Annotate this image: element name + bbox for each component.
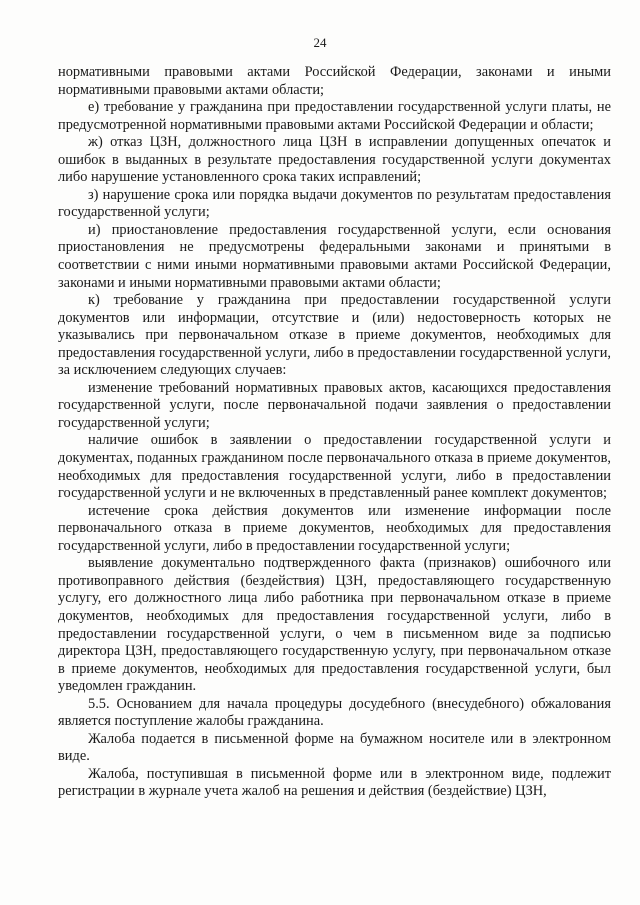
- paragraph-complaint-form: Жалоба подается в письменной форме на бумажном носителе или в электронном виде.: [58, 730, 611, 765]
- paragraph-item-i: и) приостановление предоставления государственной услуги, если основания приостановления не предусмотрены федеральными законами и принятыми в соответствии с ними иными нормативными правовыми актами Российской Федерации, законами и иными нормативными правовыми актами области;: [58, 221, 611, 291]
- paragraph-section-5-5: 5.5. Основанием для начала процедуры досудебного (внесудебного) обжалования является поступление жалобы гражданина.: [58, 695, 611, 730]
- paragraph-item-z: з) нарушение срока или порядка выдачи документов по результатам предоставления государственной услуги;: [58, 186, 611, 221]
- document-body: [58, 64, 611, 801]
- paragraph-complaint-registration: Жалоба, поступившая в письменной форме или в электронном виде, подлежит регистрации в журнале учета жалоб на решения и действия (бездействие) ЦЗН,: [58, 765, 611, 800]
- page-number: 24: [313, 35, 327, 50]
- paragraph-exception-4: выявление документально подтвержденного факта (признаков) ошибочного или противоправного действия (бездействия) ЦЗН, предоставляющего государственную услугу, его должностного лица либо работника при первоначальном отказе в приеме документов, необходимых для предоставления государственной услуги, либо в предоставлении государственной услуги, о чем в письменном виде за подписью директора ЦЗН, предоставляющего государственную услугу, при первоначальном отказе в приеме документов, необходимых для предоставления государственной услуги, был уведомлен гражданин.: [58, 555, 611, 695]
- paragraph-exception-1: изменение требований нормативных правовых актов, касающихся предоставления государственной услуги, после первоначальной подачи заявления о предоставлении государственной услуги;: [58, 379, 611, 431]
- paragraph-exception-2: наличие ошибок в заявлении о предоставлении государственной услуги и документах, поданных гражданином после первоначального отказа в приеме документов, необходимых для предоставления государственной услуги, либо в предоставлении государственной услуги и не включенных в представленный ранее комплект документов;: [58, 432, 611, 502]
- paragraph-item-zh: ж) отказ ЦЗН, должностного лица ЦЗН в исправлении допущенных опечаток и ошибок в выданных в результате предоставления государственной услуги документах либо нарушение установленного срока таких исправлений;: [58, 134, 611, 186]
- paragraph-exception-3: истечение срока действия документов или изменение информации после первоначального отказа в приеме документов, необходимых для предоставления государственной услуги, либо в предоставлении государственной услуги;: [58, 502, 611, 554]
- paragraph-continuation: нормативными правовыми актами Российской Федерации, законами и иными нормативными правовыми актами области;: [58, 64, 611, 98]
- paragraph-item-k: к) требование у гражданина при предоставлении государственной услуги документов или информации, отсутствие и (или) недостоверность которых не указывались при первоначальном отказе в приеме документов, необходимых для предоставления государственной услуги, либо в предоставлении государственной услуги, за исключением следующих случаев:: [58, 292, 611, 379]
- paragraph-item-e: е) требование у гражданина при предоставлении государственной услуги платы, не предусмотренной нормативными правовыми актами Российской Федерации и области;: [58, 99, 611, 133]
